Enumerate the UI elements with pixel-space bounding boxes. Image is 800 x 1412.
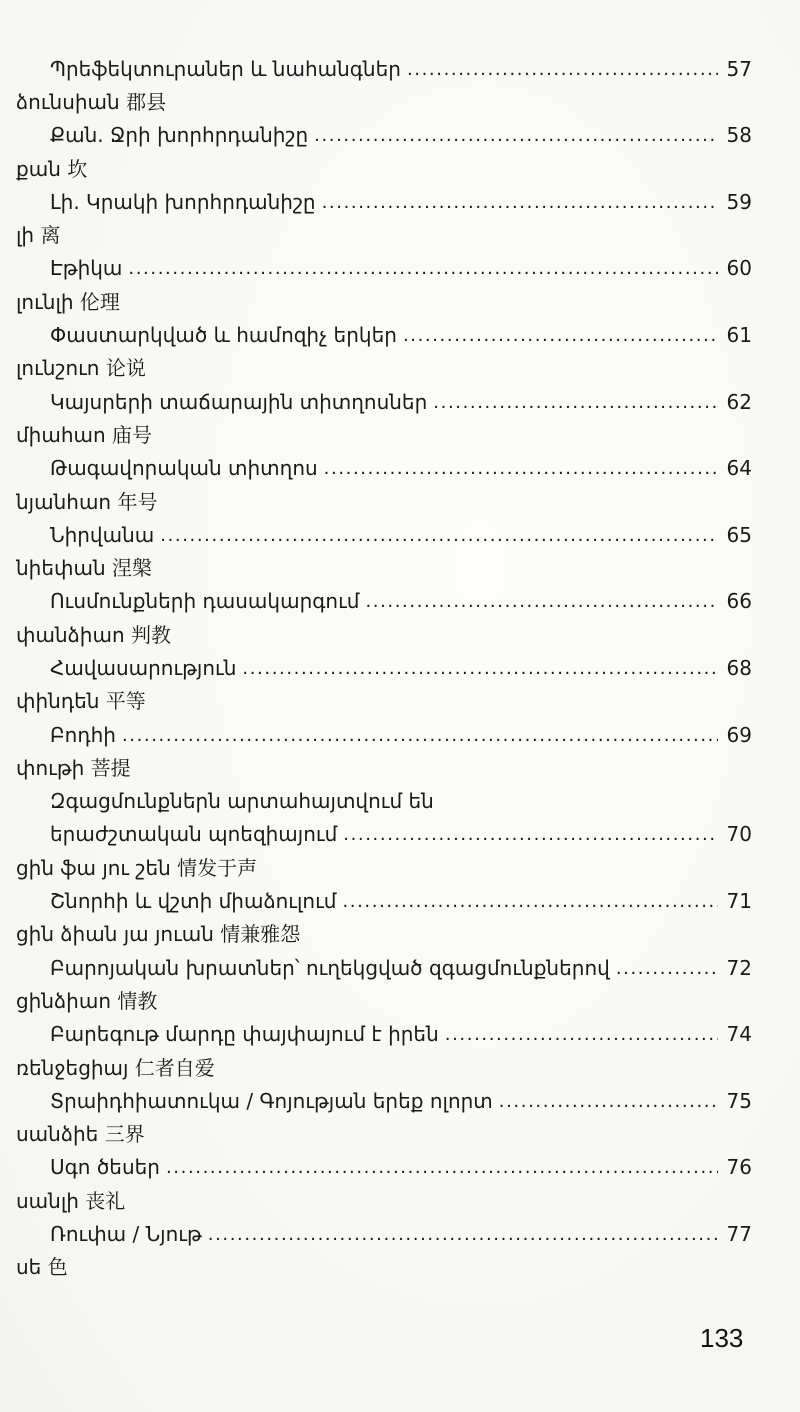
toc-page-number: 76: [726, 1155, 752, 1180]
toc-entry-title: Բարոյական խրատներ՝ ուղեկցված զգացմունքներով: [50, 955, 610, 980]
dot-leader: [160, 525, 718, 545]
toc-heading: ցին ձիան յա յուան 情兼雅怨: [16, 922, 301, 947]
toc-page-number: 61: [726, 323, 752, 348]
toc-page-number: 77: [726, 1222, 752, 1247]
toc-page-number: 57: [726, 56, 752, 81]
toc-entry: [16, 452, 752, 485]
toc-entry-title: Էթիկա: [50, 256, 123, 281]
dot-leader: [433, 392, 718, 412]
dot-leader: [365, 591, 718, 611]
dot-leader: [499, 1091, 718, 1111]
toc-heading: սե 色: [16, 1255, 68, 1280]
toc-page-number: 70: [726, 822, 752, 847]
toc-page-number: 68: [726, 655, 752, 680]
dot-leader: [407, 59, 718, 79]
toc-entry-continuation: [16, 818, 752, 851]
toc-entry-title: Քան. Ջրի խորհրդանիշը: [50, 123, 309, 148]
dot-leader: [342, 891, 718, 911]
toc-page-number: 72: [726, 955, 752, 980]
toc-page-number: 71: [726, 889, 752, 914]
table-of-contents: [16, 52, 752, 1284]
toc-heading: փանձիաո 判教: [16, 622, 171, 647]
toc-entry-title: Բոդհի: [50, 722, 116, 747]
toc-entry-title: Ռուփա / Նյութ: [50, 1222, 202, 1247]
toc-entry-title: Բարեգութ մարդը փայփայում է իրեն: [50, 1022, 439, 1047]
toc-heading: լի 离: [16, 223, 61, 248]
dot-leader: [128, 258, 718, 278]
toc-heading: ցինձիաո 情教: [16, 988, 158, 1013]
toc-heading: քան 坎: [16, 156, 88, 181]
toc-page-number: 58: [726, 123, 752, 148]
toc-entry: [16, 1151, 752, 1184]
page-number: 133: [700, 1323, 744, 1353]
toc-entry: [16, 1018, 752, 1051]
dot-leader: [314, 125, 718, 145]
toc-entry: [16, 884, 752, 917]
toc-heading: փութի 菩提: [16, 755, 131, 780]
toc-entry-title-continued: երաժշտական պոեզիայում: [50, 822, 338, 847]
toc-entry: [16, 651, 752, 684]
dot-leader: [445, 1024, 718, 1044]
toc-heading: ձունսիան 郡县: [16, 89, 167, 114]
toc-entry-title: Նիրվանա: [50, 522, 155, 547]
toc-page-number: 62: [726, 389, 752, 414]
toc-entry: [16, 185, 752, 218]
toc-entry: [16, 52, 752, 85]
toc-heading: ցին ֆա յու շեն 情发于声: [16, 855, 258, 880]
toc-page-number: 59: [726, 189, 752, 214]
toc-heading: սանլի 丧礼: [16, 1188, 126, 1213]
toc-entry-title: Լի. Կրակի խորհրդանիշը: [50, 189, 316, 214]
toc-entry-title: Տրաիդհիատուկա / Գոյության երեք ոլորտ: [50, 1088, 493, 1113]
toc-page-number: 64: [726, 456, 752, 481]
toc-heading: միահաո 庙号: [16, 422, 153, 447]
dot-leader: [166, 1157, 718, 1177]
dot-leader: [343, 824, 718, 844]
toc-heading: լունշուո 论说: [16, 356, 146, 381]
toc-entry: [16, 951, 752, 984]
toc-heading: նիեփան 涅槃: [16, 556, 153, 581]
toc-page-number: 75: [726, 1088, 752, 1113]
toc-page-number: 74: [726, 1022, 752, 1047]
dot-leader: [324, 458, 718, 478]
toc-entry: [16, 318, 752, 351]
toc-heading: ռենջեցիայ 仁者自爱: [16, 1055, 215, 1080]
toc-entry-title: Պրեֆեկտուրաներ և նահանգներ: [50, 56, 401, 81]
dot-leader: [122, 725, 718, 745]
toc-page-number: 65: [726, 522, 752, 547]
toc-page-number: 60: [726, 256, 752, 281]
toc-entry-title: Ուսմունքների դասակարգում: [50, 589, 360, 614]
toc-page-number: 66: [726, 589, 752, 614]
toc-page-number: 69: [726, 722, 752, 747]
toc-entry-title: Շնորհի և վշտի միաձուլում: [50, 889, 337, 914]
toc-heading: փինդեն 平等: [16, 689, 146, 714]
toc-heading: նյանհաո 年号: [16, 489, 158, 514]
dot-leader: [403, 325, 718, 345]
dot-leader: [616, 958, 718, 978]
toc-entry: [16, 718, 752, 751]
toc-entry-title: Հավասարություն: [50, 655, 237, 680]
toc-entry-title: Զգացմունքներն արտահայտվում են: [50, 789, 434, 814]
toc-entry-title: Թագավորական տիտղոս: [50, 456, 318, 481]
toc-entry-title: Կայսրերի տաճարային տիտղոսներ: [50, 389, 428, 414]
toc-entry: [16, 119, 752, 152]
toc-entry: [16, 785, 752, 818]
toc-heading: լունլի 伦理: [16, 289, 120, 314]
toc-entry: [16, 385, 752, 418]
toc-entry: [16, 585, 752, 618]
toc-entry: [16, 518, 752, 551]
toc-entry-title: Սգո ծեսեր: [50, 1155, 160, 1180]
toc-heading: սանձիե 三界: [16, 1122, 145, 1147]
toc-entry-title: Փաստարկված և համոզիչ երկեր: [50, 323, 397, 348]
toc-entry: [16, 1217, 752, 1250]
dot-leader: [322, 192, 718, 212]
toc-entry: [16, 252, 752, 285]
toc-entry: [16, 1084, 752, 1117]
dot-leader: [208, 1224, 718, 1244]
dot-leader: [242, 658, 718, 678]
